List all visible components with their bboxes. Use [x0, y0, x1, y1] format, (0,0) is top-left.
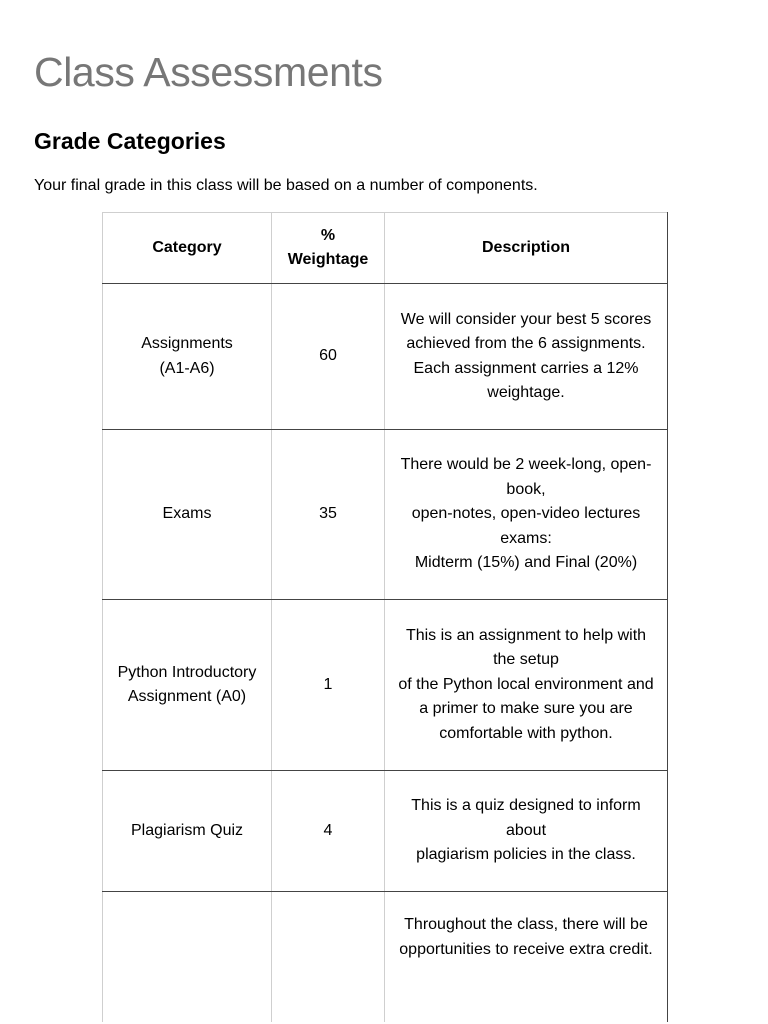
table-row	[103, 284, 668, 430]
cell-weightage: 60	[272, 284, 385, 430]
table-header-row	[103, 213, 668, 284]
header-weightage	[272, 213, 385, 284]
cell-text-line: weightage.	[487, 384, 565, 401]
table-row	[103, 430, 668, 600]
cell-weightage: 4	[272, 771, 385, 892]
header-description: Description	[385, 213, 668, 284]
cell-category	[103, 430, 272, 600]
cell-category	[103, 284, 272, 430]
cell-description	[385, 284, 668, 430]
cell-text-line: opportunities to receive extra credit.	[399, 940, 653, 958]
cell-description	[385, 771, 668, 892]
page-title: Class Assessments	[34, 49, 383, 95]
cell-text-line: open-notes, open-video lectures	[411, 505, 641, 523]
grade-categories-table	[102, 212, 668, 1022]
table-row	[103, 892, 668, 1022]
cell-description	[385, 430, 668, 600]
cell-text-line: of the Python local environment and	[398, 675, 654, 693]
cell-description	[385, 600, 668, 771]
cell-description	[385, 892, 668, 1022]
cell-text-line: (A1-A6)	[159, 359, 215, 377]
cell-text-line: Plagiarism Quiz	[130, 821, 244, 839]
header-weightage-line: Weightage	[287, 251, 369, 268]
table-row	[103, 771, 668, 892]
cell-text-line: Exams	[162, 505, 212, 523]
cell-text-line: This is an assignment to help with	[405, 626, 647, 644]
cell-weightage: 35	[272, 430, 385, 600]
cell-text-line: about	[505, 821, 547, 839]
header-category: Category	[103, 213, 272, 284]
cell-text-line: achieved from the 6 assignments.	[406, 335, 646, 352]
cell-text-line: This is a quiz designed to inform	[411, 797, 641, 815]
cell-text-line: Each assignment carries a 12%	[413, 359, 639, 377]
cell-weightage	[272, 892, 385, 1022]
table-row	[103, 600, 668, 771]
cell-text-line: Midterm (15%) and Final (20%)	[414, 554, 638, 572]
cell-text-line: plagiarism policies in the class.	[416, 846, 636, 864]
section-heading: Grade Categories	[34, 128, 226, 154]
cell-text-line: Assignments	[141, 335, 233, 352]
cell-text-line: comfortable with python.	[439, 724, 613, 742]
cell-text-line: book,	[506, 480, 546, 498]
cell-category	[103, 600, 272, 771]
cell-text-line: There would be 2 week-long, open-	[400, 456, 652, 474]
cell-weightage: 1	[272, 600, 385, 771]
cell-text-line: the setup	[493, 651, 559, 669]
cell-text-line: exams:	[500, 529, 552, 547]
cell-category	[103, 892, 272, 1022]
cell-text-line: a primer to make sure you are	[419, 700, 633, 718]
cell-category	[103, 771, 272, 892]
header-weightage-line: %	[320, 226, 336, 244]
intro-text: Your final grade in this class will be based on a number of components.	[34, 177, 538, 194]
cell-text-line: Throughout the class, there will be	[404, 916, 648, 933]
cell-text-line: We will consider your best 5 scores	[400, 310, 652, 328]
cell-text-line: Python Introductory	[117, 663, 257, 681]
cell-text-line: Assignment (A0)	[127, 688, 247, 705]
